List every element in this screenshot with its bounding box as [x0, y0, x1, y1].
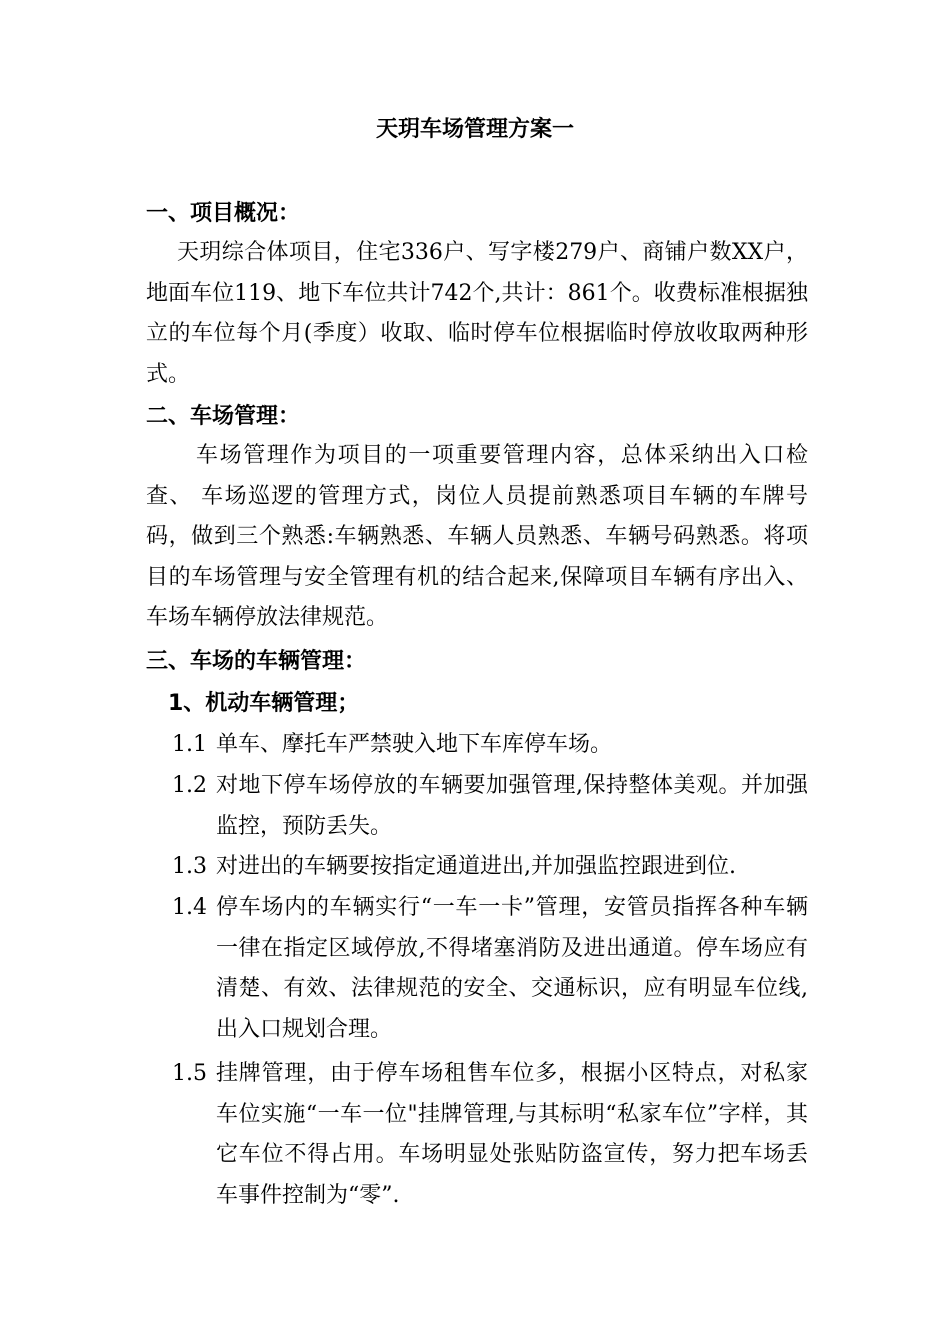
section-heading-parking-management: 二、车场管理： [146, 404, 301, 429]
list-item-number: 1.3 [172, 854, 207, 879]
list-item-text: 单车、摩托车严禁驶入地下车库停车场。 [216, 732, 613, 757]
list-item [172, 1054, 808, 1216]
list-item-number: 1.4 [172, 895, 207, 920]
list-item-text: 停车场内的车辆实行“一车一卡”管理，安管员指挥各种车辆一律在指定区域停放,不得堵塞消防及进出通道。停车场应有清楚、有效、法律规范的安全、交通标识，应有明显车位线,出入口规划合理。 [216, 895, 808, 1042]
document-title: 天玥车场管理方案一 [375, 117, 574, 142]
list-item-text: 对地下停车场停放的车辆要加强管理,保持整体美观。并加强监控，预防丢失。 [216, 773, 808, 839]
paragraph-project-overview: 天玥综合体项目，住宅336户、写字楼279户、商铺户数XX户，地面车位119、地下车位共计742个,共计：861个。收费标准根据独立的车位每个月(季度）收取、临时停车位根据临时停放收取两种形式。 [146, 240, 808, 387]
list-item-number: 1.2 [172, 773, 207, 798]
section-heading-vehicle-management: 三、车场的车辆管理： [146, 649, 367, 674]
list-item [172, 888, 808, 1050]
list-item-text: 挂牌管理，由于停车场租售车位多，根据小区特点，对私家车位实施“一车一位"挂牌管理,与其标明“私家车位”字样，其它车位不得占用。车场明显处张贴防盗宣传，努力把车场丢车事件控制为“零”. [216, 1061, 808, 1208]
list-item-number: 1.1 [172, 732, 207, 757]
subheading-motor-vehicle-management: 1、机动车辆管理； [168, 691, 360, 716]
list-item [172, 847, 808, 888]
paragraph-parking-management: 车场管理作为项目的一项重要管理内容，总体采纳出入口检查、 车场巡逻的管理方式，岗位人员提前熟悉项目车辆的车牌号码，做到三个熟悉:车辆熟悉、车辆人员熟悉、车辆号码熟悉。将项目的车场管理与安全管理有机的结合起来,保障项目车辆有序出入、车场车辆停放法律规范。 [146, 443, 808, 630]
list-item-text: 对进出的车辆要按指定通道进出,并加强监控跟进到位. [216, 854, 736, 879]
list-item [172, 766, 808, 847]
list-item [172, 725, 808, 766]
list-item-number: 1.5 [172, 1061, 207, 1086]
section-heading-project-overview: 一、项目概况： [146, 201, 301, 226]
